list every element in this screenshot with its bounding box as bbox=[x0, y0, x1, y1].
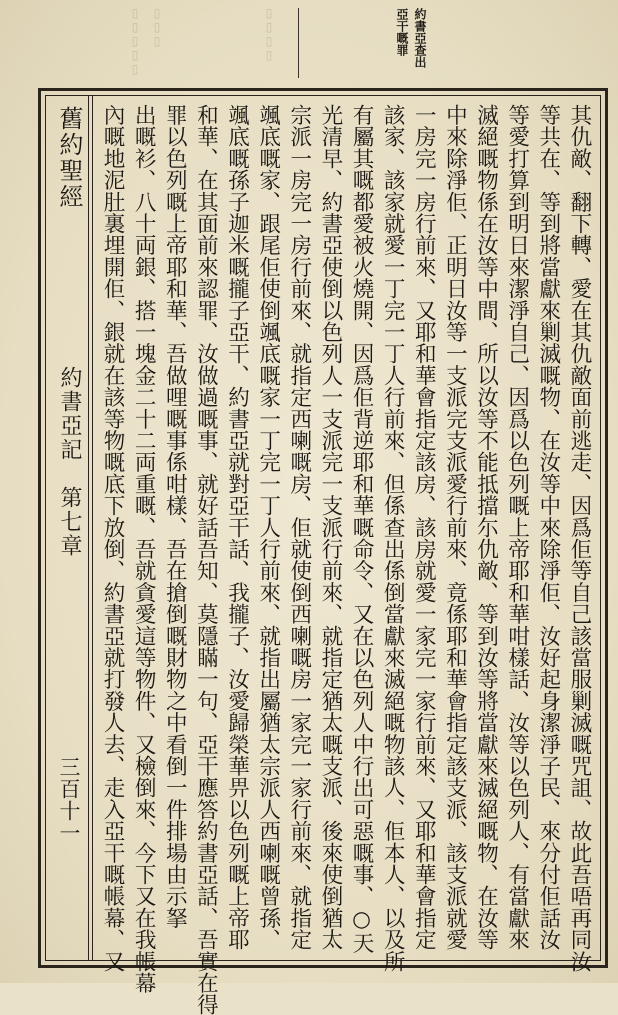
text-column: 有屬其嘅都愛被火燒開、因爲佢背逆耶和華嘅命令、又在以色列人中行出可惡嘅事、○天 bbox=[349, 104, 374, 954]
text-column: 等愛打算到明日來潔淨自己、因爲以色列嘅上帝耶和華咁樣話、汝等以色列人、有當獻來 bbox=[504, 104, 530, 951]
side-margin bbox=[50, 106, 86, 966]
text-column: 中來除淨佢、正明日汝等一支派完支派愛行前來、竟係耶和華會指定該支派、該支派就愛 bbox=[442, 104, 468, 951]
page-frame bbox=[38, 88, 608, 1015]
headnote-line: 約書亞查出 bbox=[413, 8, 427, 68]
page-number: 三百十一 bbox=[57, 756, 81, 844]
text-column: 其仇敵、翻下轉、愛在其仇敵面前逃走、因爲佢等自己該當服剿滅嘅咒詛、故此吾唔再同汝 bbox=[566, 104, 592, 972]
text-column: 罪以色列嘅上帝耶和華、吾做哩嘅事係咁樣、吾在搶倒嘅財物之中看倒一件排場由示拏 bbox=[162, 104, 188, 929]
text-column: 颯底嘅家、跟尾佢使倒颯底嘅家一丁完一丁人行前來、就指出屬猶太宗派人西喇嘅曾孫、 bbox=[255, 104, 281, 951]
bleed-through-text: ▯▯▯▯▯ bbox=[128, 6, 142, 76]
section-title: 約書亞記 bbox=[57, 366, 82, 462]
text-column: 光清早、約書亞使倒以色列人一支派完一支派行前來、就指定猶太嘅支派、後來使倒猶太 bbox=[317, 104, 343, 951]
text-column: 該家、該家就愛一丁完一丁人行前來、但係查出係倒當獻來滅絕嘅物該人、佢本人、以及所 bbox=[380, 104, 406, 972]
book-title: 舊約聖經 bbox=[55, 106, 83, 210]
text-column: 等共在、等到將當獻來剿滅嘅物、在汝等中來除淨佢、汝好起身潔淨子民、來分付佢話汝 bbox=[535, 104, 561, 951]
gutter-line bbox=[92, 96, 93, 960]
headnote bbox=[304, 8, 426, 68]
body-text bbox=[98, 104, 594, 1015]
page-frame-inner bbox=[45, 95, 601, 1015]
text-column: 颯底嘅孫子迦米嘅攏子亞干、約書亞就對亞干話、我攏子、汝愛歸榮華畀以色列嘅上帝耶 bbox=[224, 104, 250, 951]
text-column: 一房完一房行前來、又耶和華會指定該房、該房就愛一家完一家行前來、又耶和華會指定 bbox=[411, 104, 437, 951]
gutter-line bbox=[88, 96, 89, 960]
chapter-label: 第七章 bbox=[57, 486, 82, 558]
text-column: 和華、在其面前來認罪、汝做過嘅事、就好話吾知、莫隱瞞一句、亞干應答約書亞話、吾實在得 bbox=[193, 104, 219, 1015]
section-and-chapter bbox=[54, 366, 84, 558]
headnote-line: 亞干嘅罪 bbox=[395, 8, 409, 56]
text-column: 宗派一房完一房行前來、就指定西喇嘅房、佢就使倒西喇嘅房一家完一家行前來、就指定 bbox=[286, 104, 312, 951]
text-column: 滅絕嘅物係在汝等中間、所以汝等不能抵擋尓仇敵、等到汝等將當獻來滅絕嘅物、在汝等 bbox=[473, 104, 499, 951]
headnote-bracket bbox=[298, 8, 301, 78]
text-column: 內嘅地泥肚裏埋開佢、銀就在該等物嘅底下放倒、約書亞就打發人去、走入亞干嘅帳幕、又 bbox=[100, 104, 125, 972]
bleed-through-text: ▯▯▯ bbox=[150, 6, 164, 48]
bleed-through-text: ▯▯▯▯ bbox=[262, 6, 276, 62]
text-column: 出嘅衫、八十両銀、搭一塊金二十二両重嘅、吾就貪愛這等物件、又檢倒來、今下又在我帳幕 bbox=[131, 104, 157, 994]
